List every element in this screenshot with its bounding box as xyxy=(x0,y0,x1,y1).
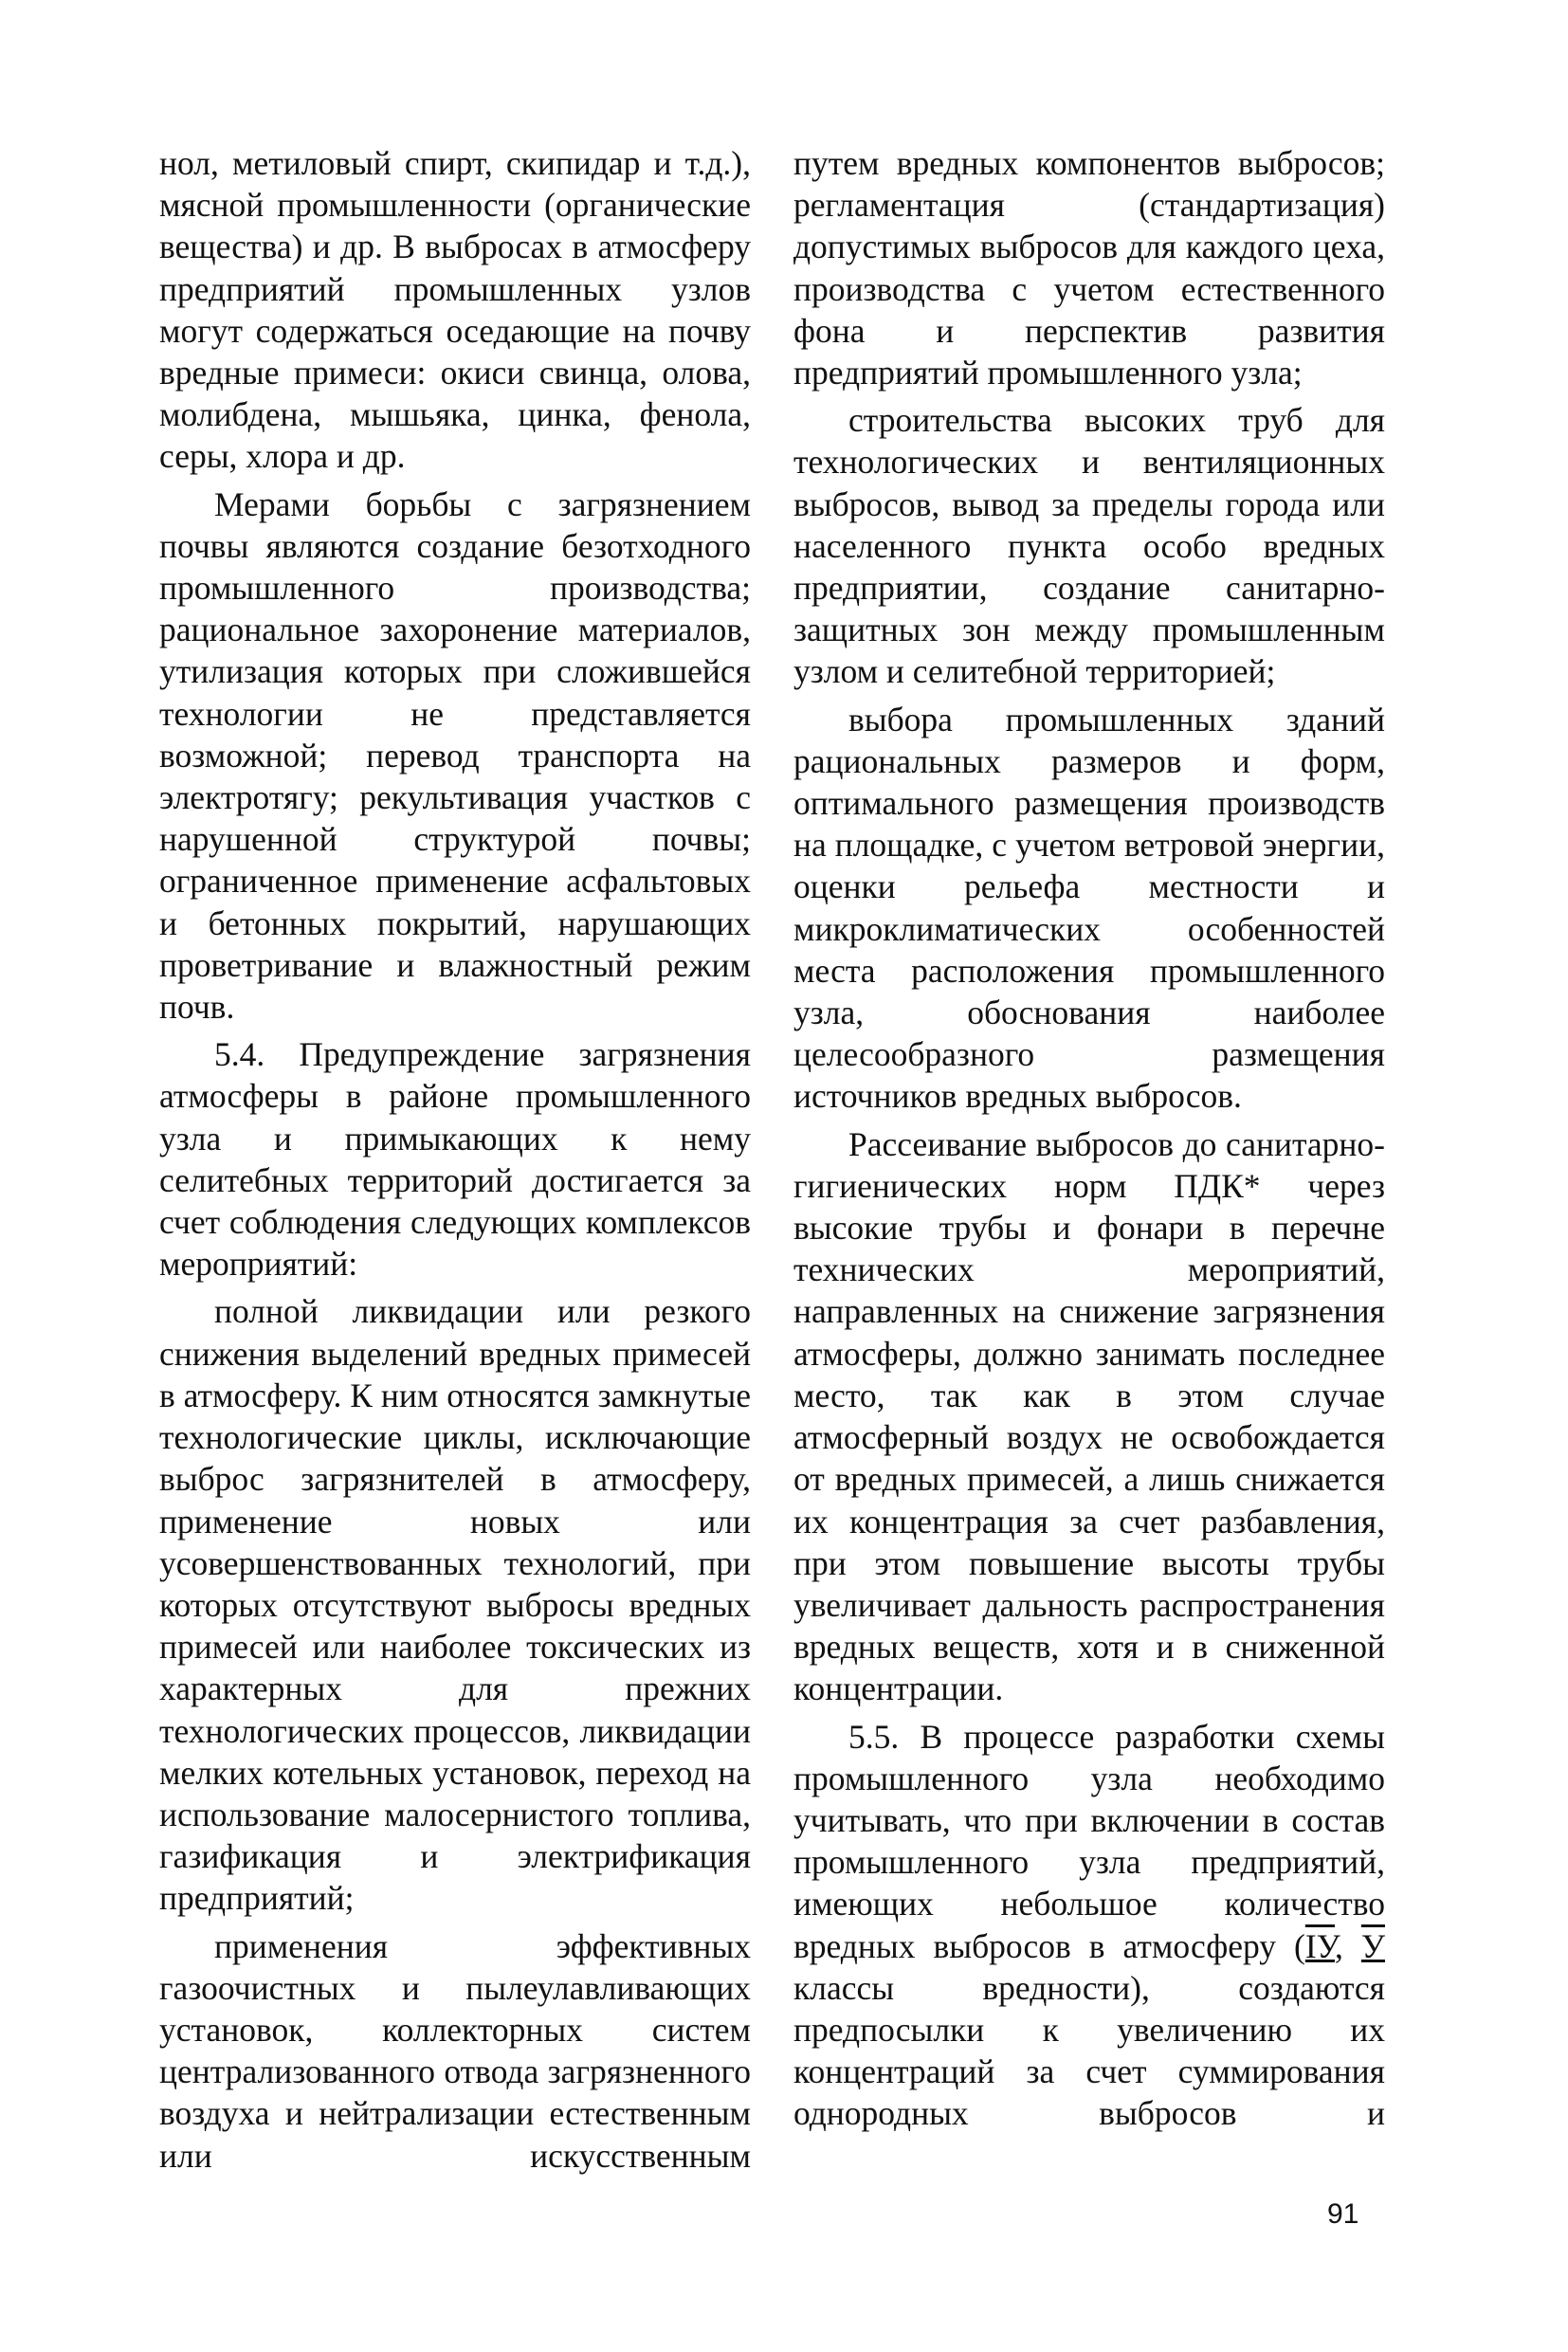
paragraph: выбора промышленных зданий рациональных размеров и форм, оптимального размещения производств на площадке, с учетом ветровой энергии, оценки рельефа местности и микроклиматических особенностей места расположения промышленного узла, обоснования наиболее целесообразного размещения источников вредных выбросов. xyxy=(793,700,1385,1116)
hazard-class-iv: IУ xyxy=(1304,1926,1335,1965)
paragraph: применения эффективных газоочистных и пылеулавливающих установок, коллекторных систем централизованного отвода загрязненного воздуха и нейтрализации естественным или искусственным xyxy=(159,1926,751,2175)
paragraph: Мерами борьбы с загрязнением почвы являются создание безотходного промышленного производства; рациональное захоронение материалов, утилизация которых при сложившейся технологии не представляется возможной; перевод транспорта на электротягу; рекультивация участков с нарушенной структурой почвы; ограниченное применение асфальтовых и бетонных покрытий, нарушающих проветривание и влажностный режим почв. xyxy=(159,484,751,1027)
hazard-class-v: У xyxy=(1360,1926,1385,1965)
paragraph: Рассеивание выбросов до санитарно-гигиенических норм ПДК* через высокие трубы и фонари в перечне технических мероприятий, направленных на снижение загрязнения атмосферы, должно занимать последнее место, так как в этом случае атмосферный воздух не освобождается от вредных примесей, а лишь снижается их концентрация за счет разбавления, при этом повышение высоты трубы увеличивает дальность распространения вредных веществ, хотя и в сниженной концентрации. xyxy=(793,1124,1385,1708)
paragraph: нол, метиловый спирт, скипидар и т.д.), мясной промышленности (органические вещества) и др. В выбросах в атмосферу предприятий промышленных узлов могут содержаться оседающие на почву вредные примеси: окиси свинца, олова, молибдена, мышьяка, цинка, фенола, серы, хлора и др. xyxy=(159,144,751,476)
text-run: , xyxy=(1334,1926,1361,1965)
section-5-4-paragraph: 5.4. Предупреждение загрязнения атмосферы в районе промышленного узла и примыкающих к нему селитебных территорий достигается за счет соблюдения следующих комплексов мероприятий: xyxy=(159,1035,751,1284)
paragraph: строительства высоких труб для технологических и вентиляционных выбросов, вывод за пределы города или населенного пункта особо вредных предприятии, создание санитарно-защитных зон между промышленным узлом и селитебной территорией; xyxy=(793,401,1385,691)
right-column xyxy=(793,142,1385,2141)
paragraph: путем вредных компонентов выбросов; регламентация (стандартизация) допустимых выбросов для каждого цеха, производства с учетом естественного фона и перспектив развития предприятий промышленного узла; xyxy=(793,144,1385,392)
left-column xyxy=(159,142,751,2182)
page-number: 91 xyxy=(1327,2198,1359,2230)
text-run: классы вредности), создаются предпосылки к увеличению их концентраций за счет суммирования однородных выбросов и xyxy=(793,1968,1385,2133)
text-run: 5.5. В процессе разработки схемы промышленного узла необходимо учитывать, что при включении в состав промышленного узла предприятий, имеющих небольшое количество вредных выбросов в атмосферу ( xyxy=(793,1717,1385,1965)
paragraph: полной ликвидации или резкого снижения выделений вредных примесей в атмосферу. К ним относятся замкнутые технологические циклы, исключающие выброс загрязнителей в атмосферу, применение новых или усовершенствованных технологий, при которых отсутствуют выбросы вредных примесей или наиболее токсических из характерных для прежних технологических процессов, ликвидации мелких котельных установок, переход на использование малосернистого топлива, газификация и электрификация предприятий; xyxy=(159,1292,751,1918)
section-5-5-paragraph xyxy=(793,1716,1385,2135)
